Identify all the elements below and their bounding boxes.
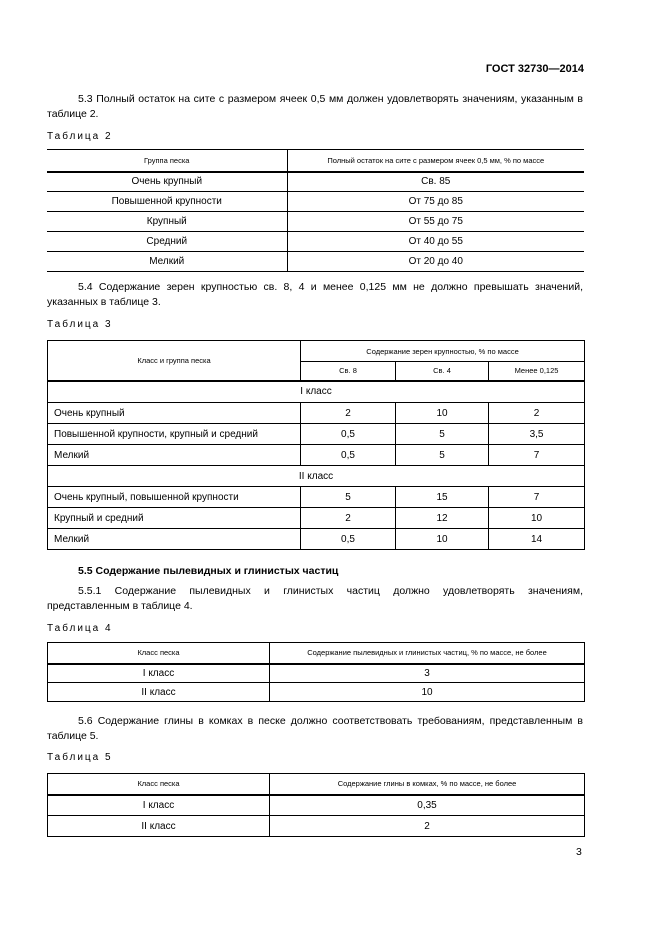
- table-3-row-label: Очень крупный, повышенной крупности: [48, 487, 301, 508]
- table-3-cell: 10: [396, 529, 489, 550]
- paragraph-5-6: 5.6 Содержание глины в комках в песке должно соответствовать требованиям, представленным в таблице 5.: [47, 715, 583, 742]
- table-5-cell: II класс: [48, 816, 270, 837]
- table-2-header-group: Группа песка: [47, 150, 287, 172]
- table-3-cell: 2: [301, 508, 396, 529]
- table-3-cell: 3,5: [489, 424, 585, 445]
- table-2-cell: От 55 до 75: [287, 212, 584, 232]
- table-4: [47, 642, 585, 702]
- table-3-row-label: Очень крупный: [48, 403, 301, 424]
- table-2-cell: От 75 до 85: [287, 192, 584, 212]
- table-3-row-label: Мелкий: [48, 529, 301, 550]
- table-3-cell: 5: [396, 424, 489, 445]
- table-5-cell: 0,35: [270, 795, 585, 816]
- table-4-cell: 10: [270, 683, 585, 702]
- table-2-cell: Крупный: [47, 212, 287, 232]
- paragraph-5-3: 5.3 Полный остаток на сите с размером ячеек 0,5 мм должен удовлетворять значениям, указанным в таблице 2.: [47, 93, 583, 120]
- table-5-cell: I класс: [48, 795, 270, 816]
- table-5-cell: 2: [270, 816, 585, 837]
- table-2-cell: Мелкий: [47, 252, 287, 272]
- table-3-row-label: Мелкий: [48, 445, 301, 466]
- table-5: [47, 773, 585, 837]
- table-3-header-class: Класс и группа песка: [48, 341, 301, 381]
- table-2-cell: Св. 85: [287, 172, 584, 192]
- table-3-header-over-4: Св. 4: [396, 362, 489, 381]
- table-4-cell: I класс: [48, 664, 270, 683]
- table-2: [47, 149, 584, 272]
- table-3-caption: Таблица 3: [47, 319, 113, 330]
- table-3-cell: 10: [489, 508, 585, 529]
- table-3-cell: 7: [489, 487, 585, 508]
- table-3-cell: 0,5: [301, 445, 396, 466]
- table-2-cell: Повышенной крупности: [47, 192, 287, 212]
- table-3-cell: 2: [301, 403, 396, 424]
- table-3-cell: 0,5: [301, 529, 396, 550]
- table-3: [47, 340, 585, 550]
- table-3-cell: 10: [396, 403, 489, 424]
- table-5-caption: Таблица 5: [47, 752, 113, 763]
- paragraph-5-4: 5.4 Содержание зерен крупностью св. 8, 4 и менее 0,125 мм не должно превышать значений, указанных в таблице 3.: [47, 281, 583, 308]
- table-2-header-residue: Полный остаток на сите с размером ячеек 0,5 мм, % по массе: [287, 150, 584, 172]
- table-3-header-content: Содержание зерен крупностью, % по массе: [301, 341, 585, 362]
- section-5-5-heading: 5.5 Содержание пылевидных и глинистых частиц: [78, 565, 339, 577]
- table-3-class-2-label: II класс: [48, 466, 585, 487]
- table-3-class-1-label: I класс: [48, 381, 585, 403]
- table-4-caption: Таблица 4: [47, 623, 113, 634]
- paragraph-5-5-1: 5.5.1 Содержание пылевидных и глинистых частиц должно удовлетворять значениям, представленным в таблице 4.: [47, 585, 583, 612]
- table-3-cell: 12: [396, 508, 489, 529]
- table-3-header-over-8: Св. 8: [301, 362, 396, 381]
- table-3-cell: 5: [396, 445, 489, 466]
- table-3-cell: 15: [396, 487, 489, 508]
- table-4-cell: II класс: [48, 683, 270, 702]
- page-number: 3: [576, 846, 582, 858]
- table-4-header-class: Класс песка: [48, 643, 270, 664]
- table-3-cell: 14: [489, 529, 585, 550]
- table-3-cell: 7: [489, 445, 585, 466]
- table-4-cell: 3: [270, 664, 585, 683]
- table-2-cell: От 40 до 55: [287, 232, 584, 252]
- table-5-header-class: Класс песка: [48, 774, 270, 795]
- table-4-header-content: Содержание пылевидных и глинистых частиц, % по массе, не более: [270, 643, 585, 664]
- document-code: ГОСТ 32730—2014: [485, 63, 584, 75]
- table-2-caption: Таблица 2: [47, 131, 113, 142]
- table-2-cell: Средний: [47, 232, 287, 252]
- table-3-cell: 0,5: [301, 424, 396, 445]
- table-2-cell: От 20 до 40: [287, 252, 584, 272]
- table-3-header-under-0125: Менее 0,125: [489, 362, 585, 381]
- table-3-row-label: Крупный и средний: [48, 508, 301, 529]
- table-2-cell: Очень крупный: [47, 172, 287, 192]
- table-3-cell: 2: [489, 403, 585, 424]
- table-5-header-content: Содержание глины в комках, % по массе, не более: [270, 774, 585, 795]
- table-3-cell: 5: [301, 487, 396, 508]
- table-3-row-label: Повышенной крупности, крупный и средний: [48, 424, 301, 445]
